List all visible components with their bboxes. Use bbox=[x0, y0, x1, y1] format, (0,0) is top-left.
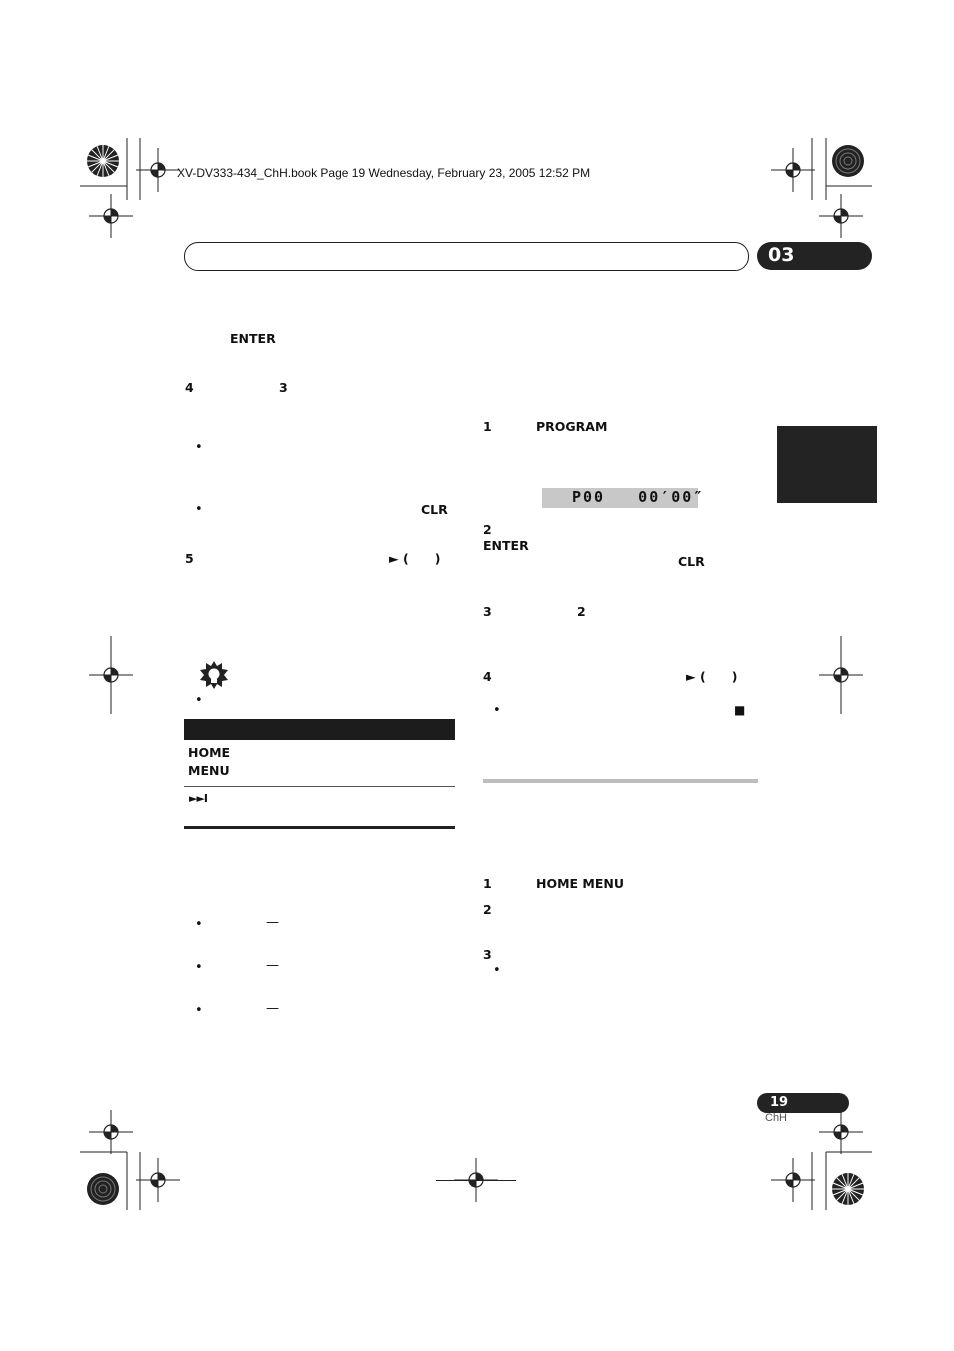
step-number: 3 bbox=[483, 947, 492, 962]
file-info-header: XV-DV333-434_ChH.book Page 19 Wednesday, February 23, 2005 12:52 PM bbox=[177, 166, 591, 180]
enter-key-label: ENTER bbox=[483, 538, 529, 553]
page-number-badge bbox=[757, 1093, 849, 1113]
enter-key-label: ENTER bbox=[230, 331, 276, 346]
bullet-point: • bbox=[195, 917, 203, 932]
step-number: 1 bbox=[483, 419, 492, 434]
step-number: 2 bbox=[483, 902, 492, 917]
table-row-key: MENU bbox=[188, 763, 230, 778]
dash-item: — bbox=[266, 958, 279, 973]
program-key-label: PROGRAM bbox=[536, 419, 608, 434]
clr-key-label: CLR bbox=[678, 554, 705, 569]
section-divider bbox=[483, 779, 758, 783]
table-header bbox=[184, 719, 455, 740]
chapter-title-bar bbox=[184, 242, 749, 271]
step-number: 4 bbox=[483, 669, 492, 684]
registration-mark-icon bbox=[811, 186, 871, 246]
stop-key-icon: ■ bbox=[734, 703, 746, 717]
registration-mark-icon bbox=[81, 186, 141, 246]
step-reference: 2 bbox=[577, 604, 586, 619]
bullet-point: • bbox=[195, 440, 203, 455]
clr-key-label: CLR bbox=[421, 502, 448, 517]
play-key-label: ► ( ) bbox=[686, 669, 738, 684]
dash-item: — bbox=[266, 915, 279, 930]
registration-mark-icon bbox=[81, 645, 141, 705]
next-key-icon: ►►I bbox=[189, 792, 208, 805]
bullet-point: • bbox=[195, 1003, 203, 1018]
table-bottom-rule bbox=[184, 826, 455, 829]
step-number: 3 bbox=[483, 604, 492, 619]
center-crop-line bbox=[436, 1180, 516, 1182]
play-key-label: ► ( ) bbox=[389, 551, 441, 566]
home-menu-key-label: HOME MENU bbox=[536, 876, 625, 891]
sunburst-icon bbox=[831, 1172, 865, 1206]
table-row-key: HOME bbox=[188, 745, 231, 760]
registration-mark-icon bbox=[763, 1150, 823, 1210]
display-text: P00 00′00″ bbox=[572, 488, 705, 506]
chapter-number: 03 bbox=[768, 244, 795, 266]
step-number: 1 bbox=[483, 876, 492, 891]
language-side-tab bbox=[777, 426, 877, 503]
sunburst-icon bbox=[86, 1172, 120, 1206]
program-display bbox=[542, 488, 705, 508]
sunburst-icon bbox=[831, 144, 865, 178]
bullet-point: • bbox=[493, 963, 501, 978]
step-number: 2 bbox=[483, 522, 492, 537]
sunburst-icon bbox=[86, 144, 120, 178]
bullet-point: • bbox=[493, 703, 501, 718]
chapter-badge bbox=[757, 242, 872, 270]
language-code: ChH bbox=[765, 1112, 788, 1124]
registration-mark-icon bbox=[811, 645, 871, 705]
bullet-point: • bbox=[195, 693, 203, 708]
step-reference: 3 bbox=[279, 380, 288, 395]
step-number: 5 bbox=[185, 551, 194, 566]
step-number: 4 bbox=[185, 380, 194, 395]
registration-mark-icon bbox=[128, 1150, 188, 1210]
table-row-divider bbox=[184, 786, 455, 787]
dash-item: — bbox=[266, 1001, 279, 1016]
page-number: 19 bbox=[770, 1095, 789, 1110]
bullet-point: • bbox=[195, 502, 203, 517]
tip-lightbulb-icon bbox=[199, 660, 229, 690]
bullet-point: • bbox=[195, 960, 203, 975]
